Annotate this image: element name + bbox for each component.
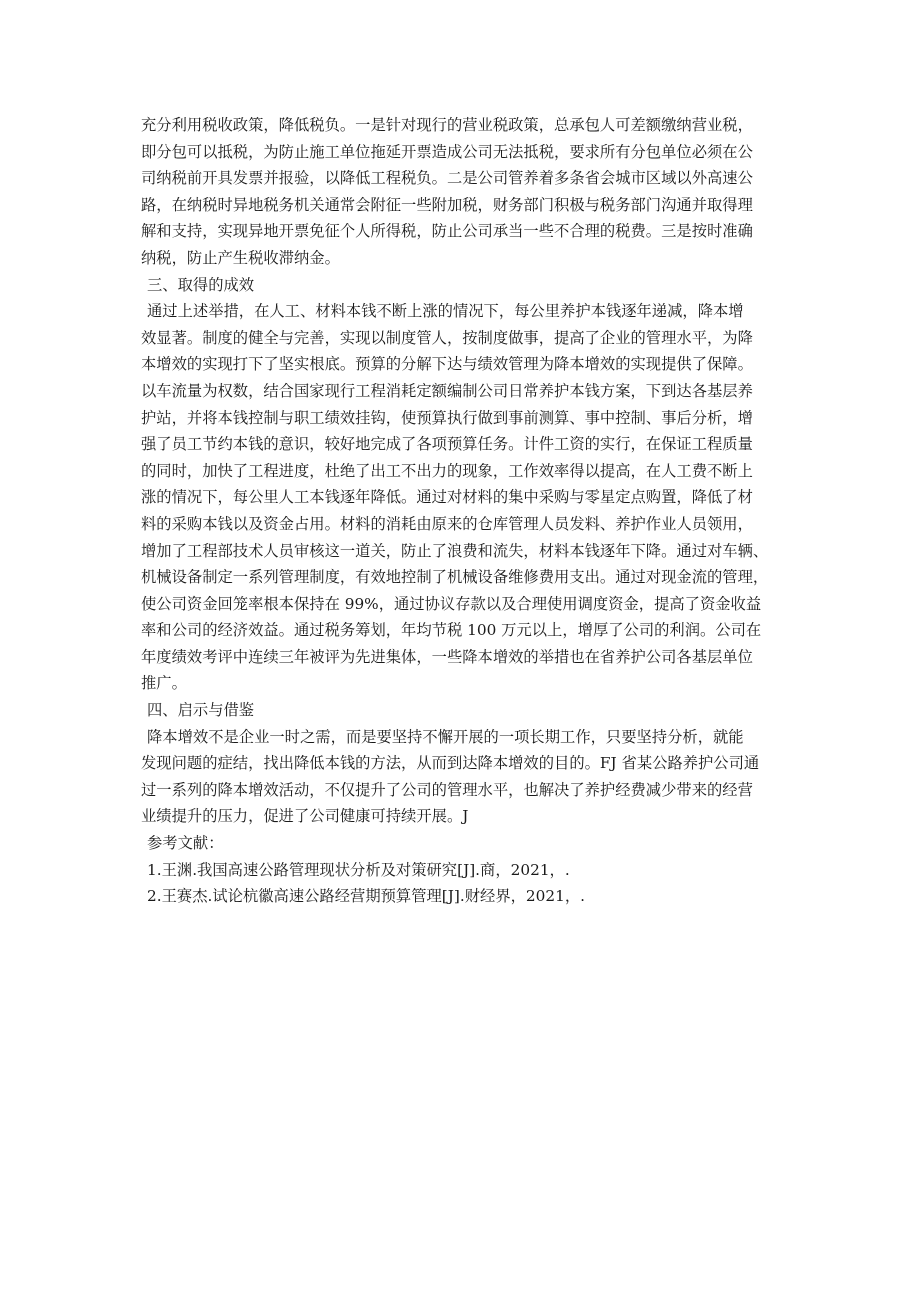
text-line: 解和支持，实现异地开票免征个人所得税，防止公司承当一些不合理的税费。三是按时准确 xyxy=(141,222,753,241)
paragraph-insight xyxy=(141,724,791,830)
text-line: 业绩提升的压力，促进了公司健康可持续开展。J xyxy=(141,807,469,826)
text-line: 本增效的实现打下了坚实根底。预算的分解下达与绩效管理为降本增效的实现提供了保障。 xyxy=(141,355,753,374)
text-line: 料的采购本钱以及资金占用。材料的消耗由原来的仓库管理人员发料、养护作业人员领用， xyxy=(141,514,753,533)
text-line: 充分利用税收政策，降低税负。一是针对现行的营业税政策，总承包人可差额缴纳营业税， xyxy=(141,116,753,134)
paragraph-tax-policy xyxy=(141,112,791,272)
references-heading: 参考文献： xyxy=(147,834,224,853)
text-line: 发现问题的症结，找出降低本钱的方法，从而到达降本增效的目的。FJ 省某公路养护公司通 xyxy=(141,754,760,773)
text-line: 通过上述举措，在人工、材料本钱不断上涨的情况下，每公里养护本钱逐年递减，降本增 xyxy=(147,302,744,321)
text-line: 过一系列的降本增效活动，不仅提升了公司的管理水平，也解决了养护经费减少带来的经营 xyxy=(141,780,753,799)
text-line: 率和公司的经济效益。通过税务筹划，年均节税 100 万元以上，增厚了公司的利润。公司在 xyxy=(141,621,762,640)
text-line: 效显著。制度的健全与完善，实现以制度管人，按制度做事，提高了企业的管理水平，为降 xyxy=(141,328,753,347)
document-page xyxy=(141,112,791,910)
section-heading-results: 三、取得的成效 xyxy=(147,275,255,294)
references-list xyxy=(141,857,791,910)
text-line: 推广。 xyxy=(141,674,187,693)
reference-item: 2.王赛杰.试论杭徽高速公路经营期预算管理[J].财经界，2021，. xyxy=(147,887,586,906)
text-line: 护站，并将本钱控制与职工绩效挂钩，使预算执行做到事前测算、事中控制、事后分析，增 xyxy=(141,408,753,427)
text-line: 司纳税前开具发票并报验，以降低工程税负。二是公司管养着多条省会城市区域以外高速公 xyxy=(141,169,753,188)
text-line: 即分包可以抵税，为防止施工单位拖延开票造成公司无法抵税，要求所有分包单位必须在公 xyxy=(141,142,753,161)
text-line: 路，在纳税时异地税务机关通常会附征一些附加税，财务部门积极与税务部门沟通并取得理 xyxy=(141,195,753,214)
text-line: 降本增效不是企业一时之需，而是要坚持不懈开展的一项长期工作，只要坚持分析，就能 xyxy=(147,727,744,746)
paragraph-results xyxy=(141,298,791,697)
text-line: 机械设备制定一系列管理制度，有效地控制了机械设备维修费用支出。通过对现金流的管理， xyxy=(141,568,769,587)
section-heading-insight: 四、启示与借鉴 xyxy=(147,701,255,720)
text-line: 增加了工程部技术人员审核这一道关，防止了浪费和流失，材料本钱逐年下降。通过对车辆、 xyxy=(141,541,769,560)
text-line: 以车流量为权数，结合国家现行工程消耗定额编制公司日常养护本钱方案，下到达各基层养 xyxy=(141,381,753,400)
text-line: 纳税，防止产生税收滞纳金。 xyxy=(141,248,340,267)
text-line: 的同时，加快了工程进度，杜绝了出工不出力的现象，工作效率得以提高，在人工费不断上 xyxy=(141,461,753,480)
text-line: 年度绩效考评中连续三年被评为先进集体，一些降本增效的举措也在省养护公司各基层单位 xyxy=(141,647,753,666)
reference-item: 1.王渊.我国高速公路管理现状分析及对策研究[J].商，2021，. xyxy=(147,860,570,879)
text-line: 涨的情况下，每公里人工本钱逐年降低。通过对材料的集中采购与零星定点购置，降低了材 xyxy=(141,488,753,507)
text-line: 强了员工节约本钱的意识，较好地完成了各项预算任务。计件工资的实行，在保证工程质量 xyxy=(141,435,753,454)
text-line: 使公司资金回笼率根本保持在 99%，通过协议存款以及合理使用调度资金，提高了资金收益 xyxy=(141,594,762,613)
